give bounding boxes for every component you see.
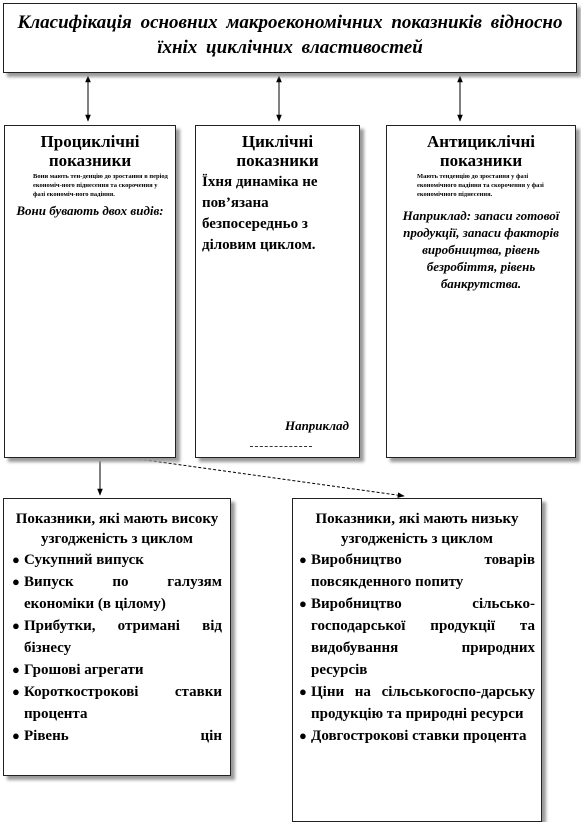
high-agreement-title: Показники, які мають високу узгодженість з циклом	[15, 511, 219, 547]
cyclical-title: Циклічні показники	[236, 132, 319, 170]
arrow-to-low-agreement	[124, 457, 404, 496]
list-item: ● Рівень цін	[12, 725, 222, 747]
high-agreement-list	[12, 549, 222, 747]
bullet-icon: ●	[12, 662, 20, 677]
bullet-icon: ●	[299, 596, 307, 611]
high-agreement-box	[3, 498, 231, 776]
list-item: ● Короткострокові ставки процента	[12, 681, 222, 725]
countercyclical-title: Антициклічні показники	[427, 132, 535, 170]
procyclical-note: Вони мають тен-денцію до зростання в період економіч-ного піднесення та скорочення у фазі економіч-ного падіння.	[33, 173, 168, 198]
list-item: ● Довгострокові ставки процента	[299, 725, 535, 747]
classification-title-box	[3, 3, 577, 73]
procyclical-types: Вони бувають двох видів:	[16, 203, 164, 218]
list-item: ● Прибутки, отримані від бізнесу	[12, 615, 222, 659]
list-item: ● Виробництво товарів повсякденного попиту	[299, 549, 535, 593]
cyclical-example: Наприклад	[284, 418, 349, 433]
list-item: ● Грошові агрегати	[12, 659, 222, 681]
countercyclical-examples: Наприклад: запаси готової продукції, запаси факторів виробництва, рівень безробіття, рівень банкрутства.	[402, 208, 560, 291]
bullet-icon: ●	[12, 684, 20, 699]
bullet-icon: ●	[12, 618, 20, 633]
cyclical-description: Їхня динаміка не пов’язана безпосередньо з діловим циклом.	[202, 174, 318, 253]
bullet-icon: ●	[299, 684, 307, 699]
countercyclical-note: Мають тенденцію до зростання у фазі економічного падіння та скорочення у фазі економічного піднесення.	[417, 173, 544, 198]
low-agreement-box	[292, 498, 542, 822]
diagram-title: Класифікація основних макроекономічних показників відносно їхніх циклічних властивостей	[17, 12, 563, 58]
list-item: ● Ціни на сільськогоспо-дарську продукцію та природні ресурси	[299, 681, 535, 725]
list-item: ● Випуск по галузям економіки (в цілому)	[12, 571, 222, 615]
bullet-icon: ●	[12, 728, 20, 743]
list-item: ● Сукупний випуск	[12, 549, 222, 571]
example-underline	[250, 446, 312, 447]
bullet-icon: ●	[12, 574, 20, 589]
procyclical-box	[4, 125, 176, 458]
bullet-icon: ●	[299, 552, 307, 567]
bullet-icon: ●	[299, 728, 307, 743]
procyclical-title: Проциклічні показники	[40, 132, 140, 170]
low-agreement-title: Показники, які мають низьку узгодженість з циклом	[315, 511, 519, 547]
list-item: ● Виробництво сільсько-господарської продукції та видобування природних ресурсів	[299, 593, 535, 681]
bullet-icon: ●	[12, 552, 20, 567]
countercyclical-box	[386, 125, 576, 458]
cyclical-box	[195, 125, 360, 458]
low-agreement-list	[299, 549, 535, 747]
